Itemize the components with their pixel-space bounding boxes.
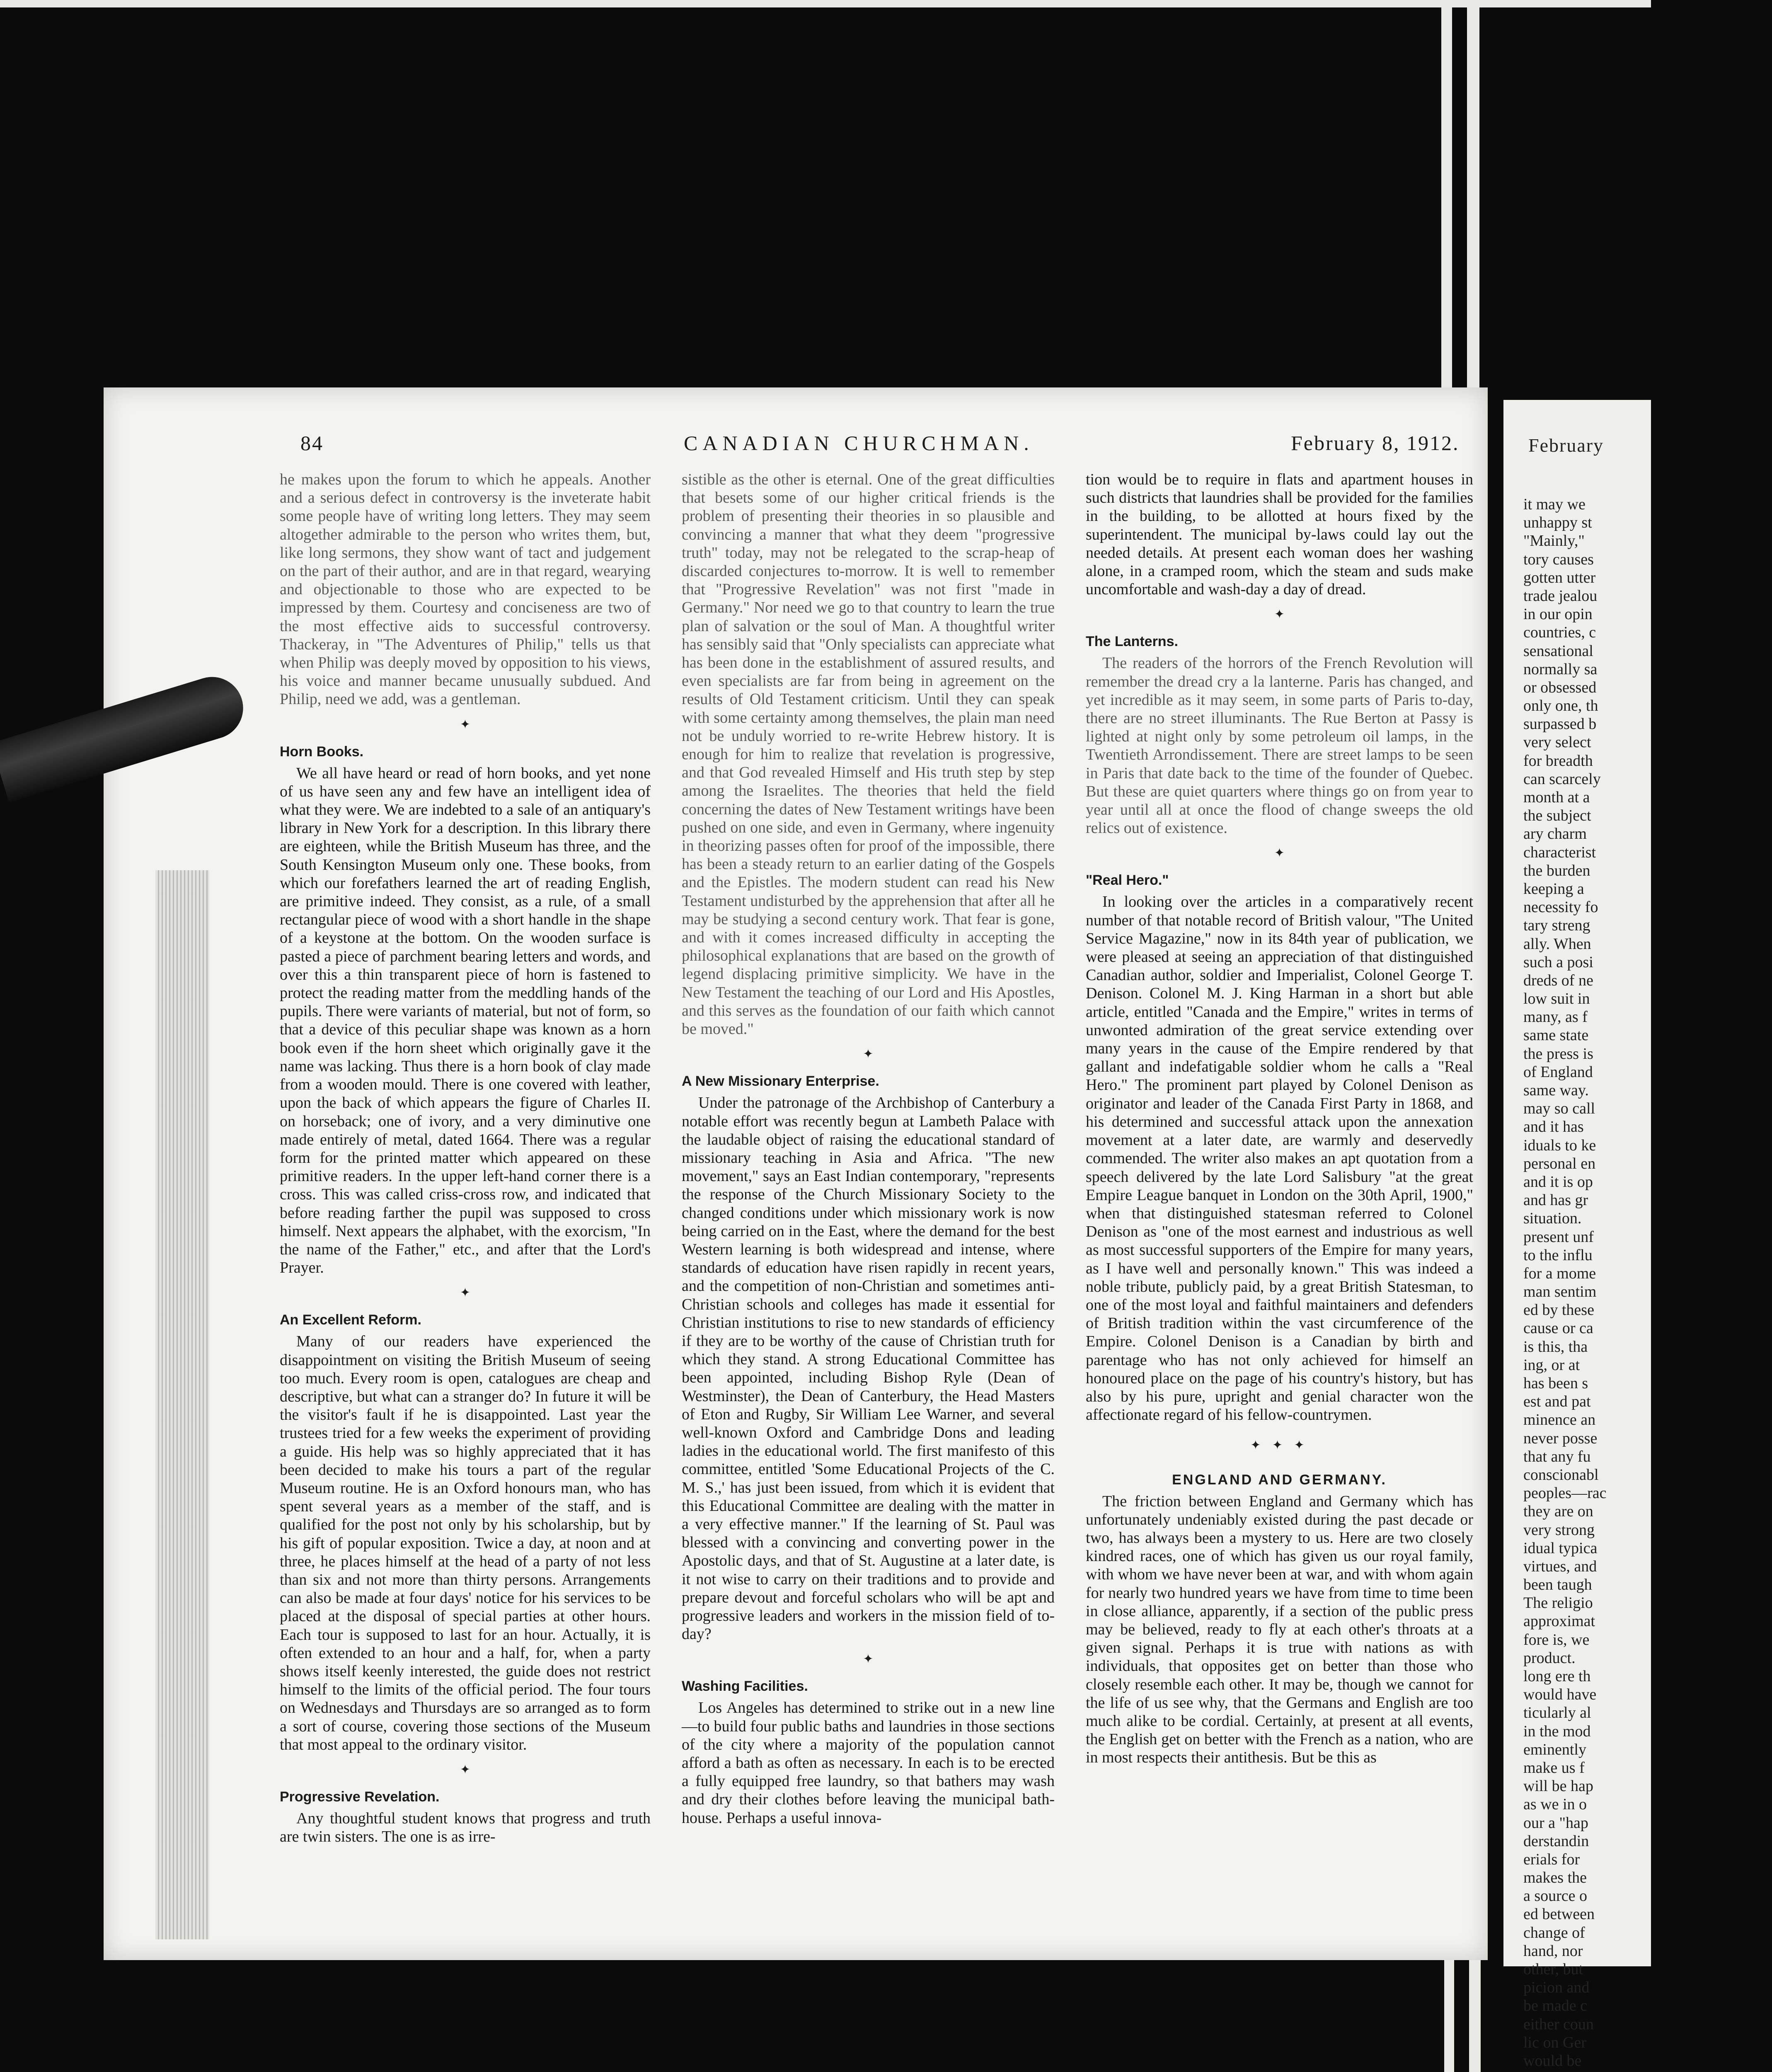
next-page-line: our a "hap bbox=[1523, 1814, 1588, 1832]
next-page-line: change of bbox=[1523, 1924, 1585, 1941]
next-page-line: necessity fo bbox=[1523, 898, 1598, 916]
article-heading: Horn Books. bbox=[280, 743, 364, 760]
next-page-line: sensational bbox=[1523, 642, 1593, 660]
next-page-line: ary charm bbox=[1523, 825, 1587, 843]
next-page-line: the subject bbox=[1523, 807, 1591, 825]
next-page-line: ally. When bbox=[1523, 935, 1591, 953]
next-page-line: approximat bbox=[1523, 1612, 1595, 1630]
article-body: In looking over the articles in a comparatively recent number of that notable record of British valour, "The United Service Magazine," now in its 84th year of publication, we were pleased at seeing an appreciation of that distinguished Canadian author, soldier and Imperialist, Colonel George T. Denison. Colonel M. J. King Harman in a short but able article, entitled "Canada and the Empire," writes in terms of unwonted admiration of the great service extending over many years in the cause of the Empire rendered by that gallant and indefatigable soldier whom he calls a "Real Hero." The prominent part played by Colonel Denison as originator and leader of the Canada First Party in 1868, and his determined and successful attack upon the annexation movement at a later date, are warmly and deservedly commended. The writer also makes an apt quotation from a speech delivered by the late Lord Salisbury "at the great Empire League banquet in London on the 30th April, 1900," when that distinguished statesman referred to Colonel Denison as "one of the most earnest and industrious as well as most successful supporters of the Empire for many years, as I have well and personally known." This was indeed a noble tribute, publicly paid, by a great British Statesman, to one of the most loyal and faithful maintainers and defenders of British tradition within the vast circumference of the Empire. Colonel Denison is a Canadian by birth and parentage who has not only achieved for himself an honoured place on the page of his country's history, but has also by his pure, upright and genial character won the affectionate regard of his fellow-countrymen. bbox=[1086, 893, 1473, 1424]
article-heading: Progressive Revelation. bbox=[280, 1789, 440, 1805]
next-page-line: dreds of ne bbox=[1523, 971, 1593, 989]
next-page-line: same state bbox=[1523, 1026, 1589, 1044]
next-page-line: it may we bbox=[1523, 496, 1586, 513]
next-page-line: in our opin bbox=[1523, 605, 1593, 623]
next-page-line: erials for bbox=[1523, 1850, 1580, 1868]
column-middle bbox=[682, 470, 1055, 1827]
article-body: The friction between England and Germany which has unfortunately undeniably existed during the past decade or two, has always been a mystery to us. Here are two closely kindred races, one of which has given us our royal family, with whom we have never been at war, and with whom again for nearly two hundred years we have from time to time been in close alliance, apparently, if a section of the public press may be believed, ready to fly at each other's throats at a given signal. Perhaps it is true with nations as with individuals, that opposites get on better than those who closely resemble each other. It may be, though we cannot for the life of us see why, that the Germans and English are too much alike to be cordial. Certainly, at present at all events, the English get on better with the French as a nation, who are in most respects their antithesis. But be this as bbox=[1086, 1492, 1473, 1767]
column-right bbox=[1086, 470, 1473, 1767]
next-page-line: and has gr bbox=[1523, 1191, 1588, 1209]
scanner-clip-bar bbox=[1444, 1948, 1454, 2072]
article-body: Any thoughtful student knows that progress and truth are twin sisters. The one is as irre- bbox=[280, 1810, 651, 1846]
next-page-line: other, but bbox=[1523, 1961, 1583, 1978]
next-page-line: unhappy st bbox=[1523, 514, 1592, 532]
next-page-line: countries, c bbox=[1523, 624, 1596, 641]
next-page-line: has been s bbox=[1523, 1375, 1588, 1392]
next-page-line: "Mainly," bbox=[1523, 532, 1585, 550]
next-page-line: hand, nor bbox=[1523, 1942, 1583, 1960]
next-page-line: month at a bbox=[1523, 789, 1590, 806]
next-page-line: makes the bbox=[1523, 1869, 1587, 1887]
article-continuation: tion would be to require in flats and apartment houses in such districts that laundries shall be provided for the families in the building, to be allotted at hours fixed by the superintendent. The municipal by-laws could lay out the needed details. At present each woman does her washing alone, in a cramped room, which the steam and suds make uncomfortable and wash-day a day of dread. bbox=[1086, 471, 1473, 598]
next-page-line: or obsessed bbox=[1523, 678, 1597, 696]
next-page-text bbox=[1523, 495, 1772, 2070]
next-page-line: cause or ca bbox=[1523, 1319, 1593, 1337]
next-page-line: been taugh bbox=[1523, 1576, 1592, 1594]
next-page-line: lic on Ger bbox=[1523, 2033, 1586, 2051]
next-page-line: can scarcely bbox=[1523, 770, 1601, 788]
next-page-line: normally sa bbox=[1523, 660, 1598, 678]
next-page-line: for a mome bbox=[1523, 1264, 1596, 1282]
next-page-line: only one, th bbox=[1523, 697, 1598, 715]
next-page-line: be made c bbox=[1523, 1997, 1588, 2015]
section-ornament: ✦ bbox=[863, 1047, 874, 1061]
next-page-line: personal en bbox=[1523, 1155, 1596, 1172]
section-ornament: ✦ bbox=[460, 1763, 471, 1777]
article-body: Los Angeles has determined to strike out in a new line—to build four public baths and laundries in those sections of the city where a majority of the population cannot afford a bath as often as necessary. In each is to be erected a fully equipped free laundry, so that bathers may wash and dry their clothes before leaving the municipal bath-house. Perhaps a useful innova- bbox=[682, 1699, 1055, 1827]
next-page-line: either coun bbox=[1523, 2015, 1594, 2033]
next-page-line: a source o bbox=[1523, 1887, 1588, 1905]
next-page-line: tary streng bbox=[1523, 917, 1590, 934]
next-page-line: fore is, we bbox=[1523, 1631, 1590, 1648]
next-page-line: will be hap bbox=[1523, 1777, 1593, 1795]
section-ornament: ✦ bbox=[1274, 846, 1285, 860]
article-heading: The Lanterns. bbox=[1086, 634, 1178, 650]
article-heading: ENGLAND AND GERMANY. bbox=[1172, 1472, 1387, 1488]
next-page-line: for breadth bbox=[1523, 752, 1593, 770]
next-page-line: ticularly al bbox=[1523, 1704, 1591, 1722]
next-page-line: trade jealou bbox=[1523, 587, 1598, 605]
next-page-line: may so call bbox=[1523, 1100, 1595, 1118]
scanner-clip-bar bbox=[1469, 1948, 1481, 2072]
next-page-line: in the mod bbox=[1523, 1722, 1591, 1740]
next-page-header: February bbox=[1528, 435, 1604, 456]
next-page-line: many, as f bbox=[1523, 1008, 1588, 1026]
scanner-top-bar bbox=[0, 0, 1651, 7]
next-page-line: of England bbox=[1523, 1063, 1593, 1081]
article-continuation: he makes upon the forum to which he appeals. Another and a serious defect in controversy is the inveterate habit some people have of writing long letters. They may seem altogether admirable to the person who writes them, but, like long sermons, they show want of tact and judgement on the part of their author, and are in that regard, wearying and objectionable to those who are expected to be impressed by them. Courtesy and conciseness are two of the most effective aids to successful controversy. Thackeray, in "The Adventures of Philip," tells us that when Philip was deeply moved by opposition to his views, his voice and manner became unusually subdued. And Philip, need we add, was a gentleman. bbox=[280, 471, 651, 708]
next-page-line: conscionabl bbox=[1523, 1466, 1599, 1484]
next-page-line: same way. bbox=[1523, 1082, 1589, 1099]
next-page-line: derstandin bbox=[1523, 1832, 1589, 1850]
next-page-line: idual typica bbox=[1523, 1539, 1598, 1557]
next-page-line: iduals to ke bbox=[1523, 1136, 1596, 1154]
article-heading: An Excellent Reform. bbox=[280, 1312, 421, 1328]
next-page-line: product. bbox=[1523, 1649, 1576, 1667]
next-page-line: virtues, and bbox=[1523, 1557, 1597, 1575]
next-page-line: characterist bbox=[1523, 843, 1596, 861]
next-page-line: as we in o bbox=[1523, 1796, 1587, 1813]
next-page-line: est and pat bbox=[1523, 1393, 1591, 1411]
next-page-line: very strong bbox=[1523, 1521, 1595, 1539]
next-page-line: is this, tha bbox=[1523, 1338, 1588, 1356]
next-page-line: the press is bbox=[1523, 1045, 1593, 1063]
next-page-line: make us f bbox=[1523, 1759, 1585, 1777]
next-page-line: gotten utter bbox=[1523, 569, 1596, 586]
issue-date: February 8, 1912. bbox=[1291, 431, 1460, 455]
next-page-line: surpassed b bbox=[1523, 715, 1597, 733]
section-ornament: ✦ bbox=[460, 1286, 471, 1300]
next-page-line: to the influ bbox=[1523, 1246, 1593, 1264]
page-stack-edge bbox=[155, 870, 209, 1939]
next-page-line: situation. bbox=[1523, 1210, 1582, 1227]
next-page-line: would have bbox=[1523, 1686, 1597, 1704]
section-ornament: ✦ bbox=[863, 1652, 874, 1666]
next-page-line: they are on bbox=[1523, 1503, 1593, 1520]
next-page-line: ed between bbox=[1523, 1905, 1595, 1923]
column-left bbox=[280, 470, 651, 1846]
next-page-line: ed by these bbox=[1523, 1301, 1594, 1319]
scanner-clip-bar bbox=[1441, 0, 1452, 414]
next-page-line: low suit in bbox=[1523, 990, 1590, 1008]
article-continuation: sistible as the other is eternal. One of the great difficulties that besets some of our higher critical friends is the problem of presenting their theories in so plausible and convincing a manner that what they deem "progressive truth" today, may not be relegated to the scrap-heap of discarded conjectures to-morrow. It is well to remember that "Progressive Revelation" was not first "made in Germany." Nor need we go to that country to learn the true plan of salvation or the soul of Man. A thoughtful writer has sensibly said that "Only specialists can appreciate what has been done in the establishment of assured results, and even specialists are far from being in agreement on the results of Old Testament criticism. Until they can speak with some certainty among themselves, the plain man need not be unduly worried to re-write Hebrew history. It is enough for him to realize that revelation is progressive, and that God revealed Himself and His truth step by step among the Israelites. The theories that held the field concerning the dates of New Testament writings have been pushed on one side, and even in Germany, where ingenuity in theorizing passes often for proof of the impossible, there has been a steady return to an earlier dating of the Gospels and the Epistles. The modern student can read his New Testament undisturbed by the apprehension that after all he may be studying a second century work. That fear is gone, and with it comes increased difficulty in accepting the philosophical explanations that are based on the growth of legend displacing primitive simplicity. We have in the New Testament the teaching of our Lord and His Apostles, and this serves as the foundation of our faith which cannot be moved." bbox=[682, 471, 1055, 1038]
article-body: We all have heard or read of horn books, and yet none of us have seen any and few have an intelligent idea of what they were. We are indebted to a sale of an antiquary's library in New York for a description. In this library there are eighteen, while the British Museum has three, and the South Kensington Museum only one. These books, from which our forefathers learned the art of reading English, are primitive indeed. They consist, as a rule, of a small rectangular piece of wood with a short handle in the shape of a keystone at the bottom. On the wooden surface is pasted a piece of parchment bearing letters and words, and over this a thin transparent piece of horn is fastened to protect the reading matter from the meddling hands of the pupils. There were variants of material, but not of form, so that a device of this peculiar shape was known as a horn book even if the horn sheet which originally gave it the name was lacking. Thus there is a horn book of clay made from a wooden mould. There is one covered with leather, upon the back of which appears the figure of Charles II. on horseback; one of ivory, and a very diminutive one made entirely of metal, dated 1664. There was a regular form for the printed matter which appeared on these primitive readers. In the upper left-hand corner there is a cross. This was called criss-cross row, and indicated that before reading farther the pupil was supposed to cross himself. Next appears the alphabet, with the exorcism, "In the name of the Father," etc., and after that the Lord's Prayer. bbox=[280, 764, 651, 1277]
article-heading: "Real Hero." bbox=[1086, 872, 1169, 888]
article-body: Under the patronage of the Archbishop of Canterbury a notable effort was recently begun at Lambeth Palace with the laudable object of raising the educational standard of missionary teaching in Asia and Africa. "The new movement," says an East Indian contemporary, "represents the response of the Church Missionary Society to the changed conditions under which missionary work is now being carried on in the East, where the demand for the best Western learning is both widespread and intense, where standards of education have risen rapidly in recent years, and the competition of non-Christian and sometimes anti-Christian schools and colleges has made it essential for Christian institutions to rise to new standards of efficiency if they are to be worthy of the cause of Christian truth for which they stand. A strong Educational Committee has been appointed, including Bishop Ryle (Dean of Westminster), the Dean of Canterbury, the Head Masters of Eton and Rugby, Sir William Lee Warner, and several well-known Oxford and Cambridge Dons and leading ladies in the educational world. The first manifesto of this committee, entitled 'Some Educational Projects of the C. M. S.,' has just been issued, from which it is evident that this Educational Committee are dealing with the matter in a very effective manner." If the learning of St. Paul was blessed with a convincing and converting power in the Apostolic days, and that of St. Augustine at a later date, is it not wise to carry on their traditions and to provide and prepare devout and forceful scholars who will be apt and progressive leaders and workers in the mission field of to-day? bbox=[682, 1094, 1055, 1643]
section-ornament: ✦ bbox=[1274, 608, 1285, 622]
next-page-line: the burden bbox=[1523, 862, 1590, 879]
next-page-line: present unf bbox=[1523, 1228, 1594, 1246]
next-page-line: tory causes bbox=[1523, 550, 1594, 568]
next-page-sliver bbox=[1503, 400, 1651, 2070]
next-page-line: very select bbox=[1523, 733, 1591, 751]
next-page-line: never posse bbox=[1523, 1429, 1598, 1447]
next-page-line: The religio bbox=[1523, 1594, 1593, 1612]
next-page-line: and it is op bbox=[1523, 1173, 1593, 1191]
next-page-line: such a posi bbox=[1523, 953, 1593, 971]
next-page-line: picion and bbox=[1523, 1979, 1590, 1997]
next-page-line: long ere th bbox=[1523, 1668, 1591, 1685]
article-body: Many of our readers have experienced the disappointment on visiting the British Museum of seeing too much. Every room is open, catalogues are cheap and descriptive, but what can a stranger do? In future it will be the visitor's fault if he is disappointed. Last year the trustees tried for a few weeks the experiment of providing a guide. His help was so highly appreciated that it has been decided to make his tours a part of the regular Museum routine. He is an Oxford honours man, who has spent several years as a member of the staff, and is qualified for the post not only by his scholarship, but by his gift of popular exposition. Twice a day, at noon and at three, he places himself at the head of a party of not less than six and not more than thirty persons. Arrangements can also be made at four days' notice for his services to be placed at the disposal of special parties at other hours. Each tour is supposed to last for an hour. Actually, it is often extended to an hour and a half, for, when a party shows itself keenly interested, the guide does not restrict himself to the limits of the official period. The four tours on Wednesdays and Thursdays are so arranged as to form a sort of course, covering those sections of the Museum that most appeal to the ordinary visitor. bbox=[280, 1333, 651, 1753]
page-number: 84 bbox=[300, 431, 324, 455]
next-page-line: man sentim bbox=[1523, 1283, 1597, 1301]
next-page-line: peoples—rac bbox=[1523, 1484, 1607, 1502]
publication-title: CANADIAN CHURCHMAN. bbox=[684, 431, 1034, 455]
article-heading: Washing Facilities. bbox=[682, 1678, 808, 1694]
next-page-line: and it has bbox=[1523, 1118, 1584, 1136]
scanner-clip-bar bbox=[1467, 0, 1479, 414]
article-body: The readers of the horrors of the French Revolution will remember the dread cry a la lanterne. Paris has changed, and yet incredible as it may seem, in some parts of Paris to-day, there are no street illuminants. The Rue Berton at Passy is lighted at night only by some petroleum oil lamps, in the Twentieth Arrondissement. There are street lamps to be seen in Paris that date back to the time of the founder of Quebec. But these are quiet quarters where things go on from year to year until all at once the flood of change sweeps the old relics out of existence. bbox=[1086, 654, 1473, 837]
article-heading: A New Missionary Enterprise. bbox=[682, 1073, 879, 1089]
next-page-line: would be bbox=[1523, 2052, 1582, 2070]
next-page-line: keeping a bbox=[1523, 880, 1584, 898]
next-page-line: ing, or at bbox=[1523, 1356, 1580, 1374]
next-page-line: eminently bbox=[1523, 1740, 1586, 1758]
next-page-line: that any fu bbox=[1523, 1447, 1591, 1465]
section-ornament-triple: ✦ ✦ ✦ bbox=[1250, 1438, 1309, 1452]
section-ornament: ✦ bbox=[460, 717, 471, 731]
next-page-line: minence an bbox=[1523, 1411, 1596, 1429]
